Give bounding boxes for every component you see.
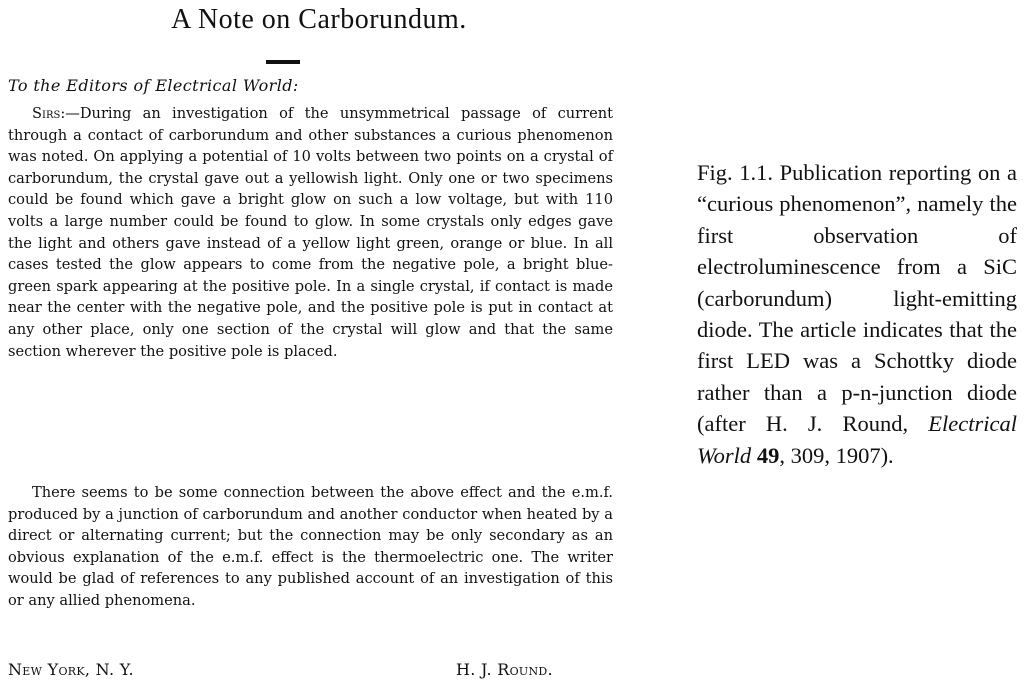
signoff-author: H. J. Round. [456,660,553,679]
caption-volume: 49 [756,442,780,468]
caption-tail: , 309, 1907). [779,442,894,468]
signoff-place: New York, N. Y. [8,660,134,679]
paragraph-2-text: There seems to be some connection between the above effect and the e.m.f. produced by a junction of carborundum and another conductor when heated by a direct or alternating current; but the connection may be only secondary as an obvious explanation of the e.m.f. effect is the thermoelectric one. The writer would be glad of references to any published account of an investigation of this or any allied phenomena. [8,484,613,609]
caption-text: Fig. 1.1. Publication reporting on a “curious phenomenon”, namely the first observation of electroluminescence from a SiC (carborundum) light-emitting diode. The article indicates that the first LED was a Schottky diode rather than a p-n-junction diode (after H. J. Round, [697,160,1017,437]
salutation-lead: Sirs [32,105,61,122]
body-paragraph-2 [8,482,613,612]
caption-journal: Electrical World [697,411,1017,468]
title-divider [266,60,300,64]
salutation: To the Editors of Electrical World: [8,76,299,95]
body-paragraph-1 [8,103,613,362]
figure-caption [697,157,1017,471]
article-title: A Note on Carborundum. [171,4,467,35]
paragraph-1-text: :—During an investigation of the unsymmetrical passage of current through a contact of carborundum and other substances a curious phenomenon was noted. On applying a potential of 10 volts between two points on a crystal of carborundum, the crystal gave out a yellowish light. Only one or two specimens could be found which gave a bright glow on such a low voltage, but with 110 volts a large number could be found to glow. In some crystals only edges gave the light and others gave instead of a yellow light green, orange or blue. In all cases tested the glow appears to come from the negative pole, a bright blue-green spark appearing at the positive pole. In a single crystal, if contact is made near the center with the negative pole, and the positive pole is put in contact at any other place, only one section of the crystal will glow and that the same section wherever the positive pole is placed. [8,105,613,360]
